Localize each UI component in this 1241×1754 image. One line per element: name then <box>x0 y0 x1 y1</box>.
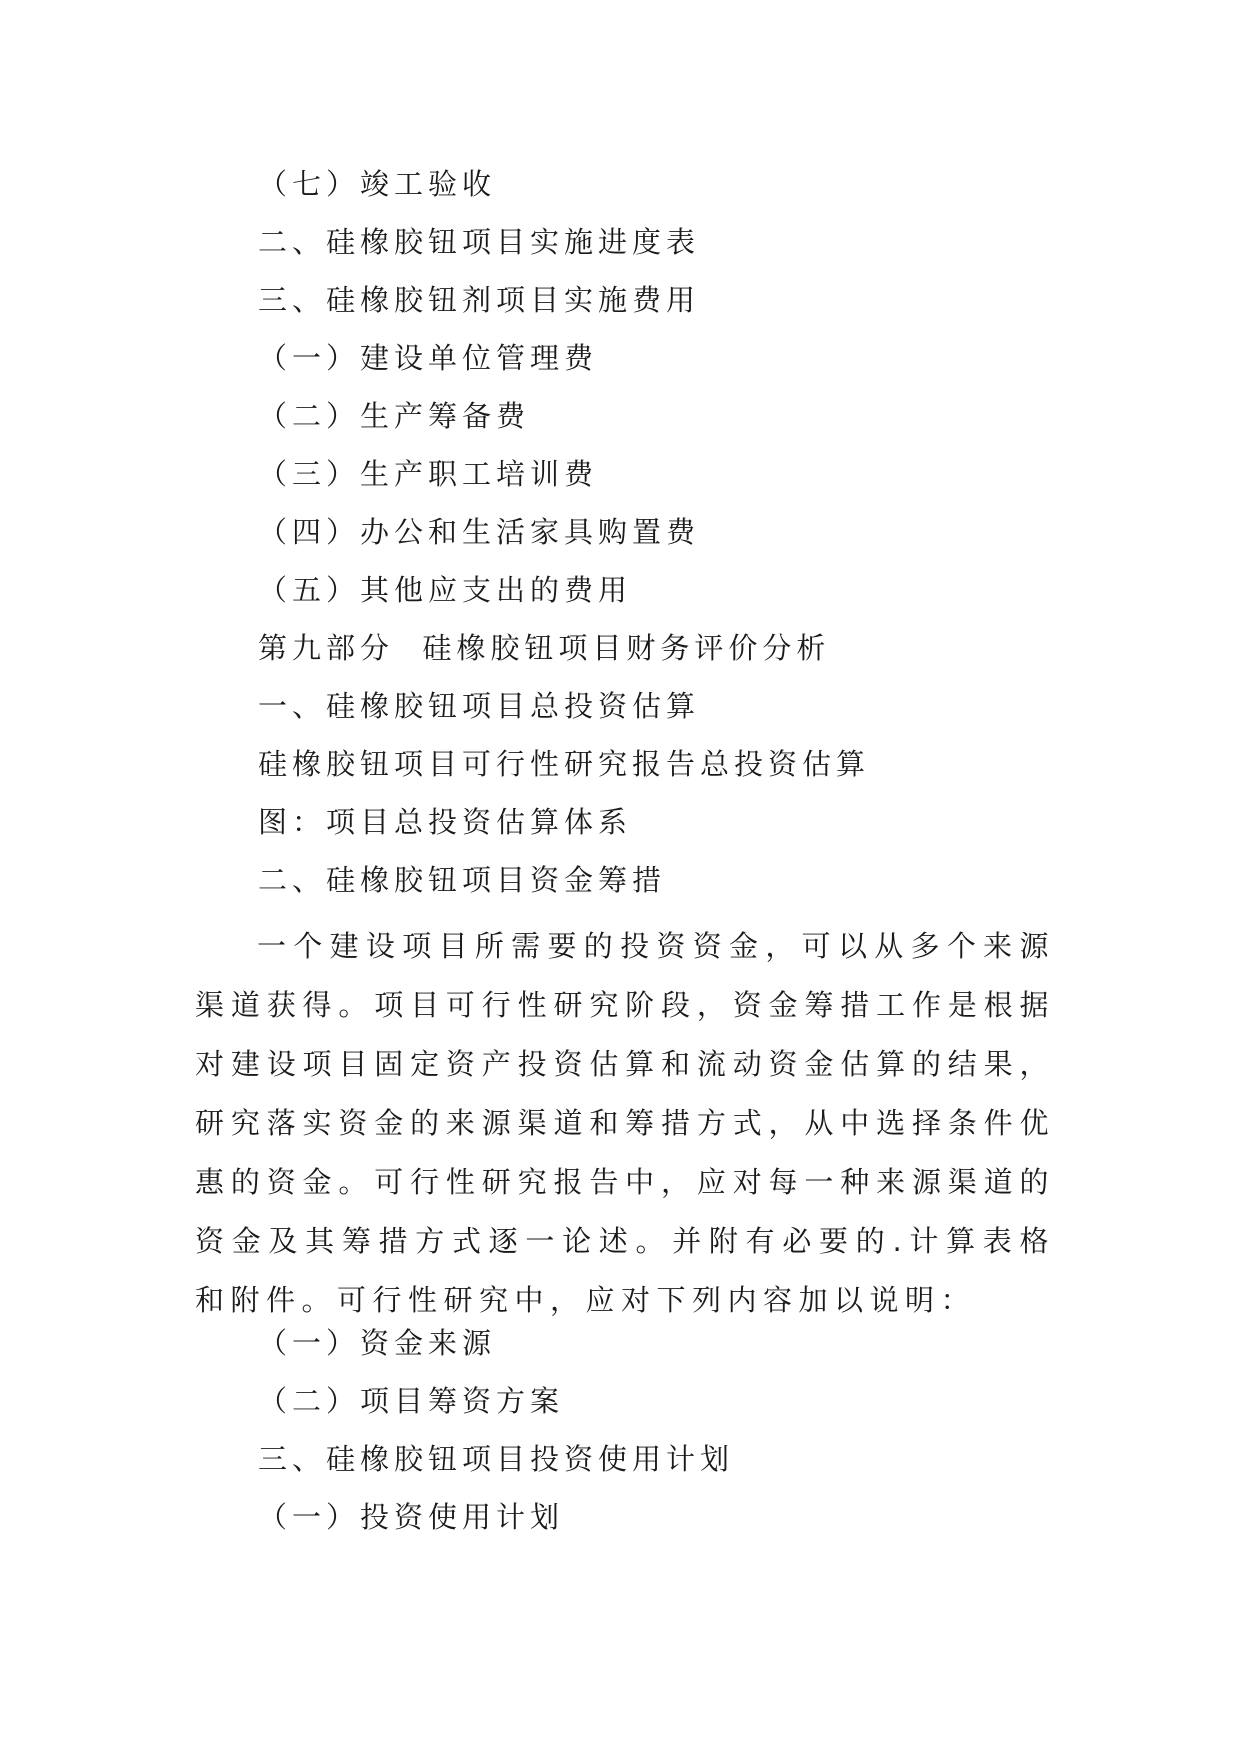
subsection-preparation-fee: （二）生产筹备费 <box>258 399 531 433</box>
subsection-investment-use-plan: （一）投资使用计划 <box>258 1500 565 1534</box>
section-heading-schedule: 二、硅橡胶钮项目实施进度表 <box>258 225 701 259</box>
subsection-management-fee: （一）建设单位管理费 <box>258 341 599 375</box>
section-heading-7-completion-acceptance: （七）竣工验收 <box>258 167 497 201</box>
report-investment-estimate-line: 硅橡胶钮项目可行性研究报告总投资估算 <box>258 747 871 781</box>
subsection-training-fee: （三）生产职工培训费 <box>258 457 599 491</box>
subsection-fund-source: （一）资金来源 <box>258 1326 497 1360</box>
fund-raising-paragraph: 一个建设项目所需要的投资资金，可以从多个来源渠道获得。项目可行性研究阶段，资金筹措工作是根据对建设项目固定资产投资估算和流动资金估算的结果，研究落实资金的来源渠道和筹措方式，从中选择条件优惠的资金。可行性研究报告中，应对每一种来源渠道的资金及其筹措方式逐一论述。并附有必要的.计算表格和附件。可行性研究中，应对下列内容加以说明： <box>195 929 1055 1317</box>
section-heading-total-investment: 一、硅橡胶钮项目总投资估算 <box>258 689 701 723</box>
subsection-furniture-fee: （四）办公和生活家具购置费 <box>258 515 701 549</box>
section-heading-investment-plan: 三、硅橡胶钮项目投资使用计划 <box>258 1442 735 1476</box>
part-nine-title: 第九部分 硅橡胶钮项目财务评价分析 <box>258 631 831 665</box>
section-heading-fund-raising: 二、硅橡胶钮项目资金筹措 <box>258 863 667 897</box>
subsection-other-expenses: （五）其他应支出的费用 <box>258 573 633 607</box>
figure-caption: 图：项目总投资估算体系 <box>258 805 633 839</box>
section-heading-implementation-cost: 三、硅橡胶钮剂项目实施费用 <box>258 283 701 317</box>
subsection-financing-plan: （二）项目筹资方案 <box>258 1384 565 1418</box>
